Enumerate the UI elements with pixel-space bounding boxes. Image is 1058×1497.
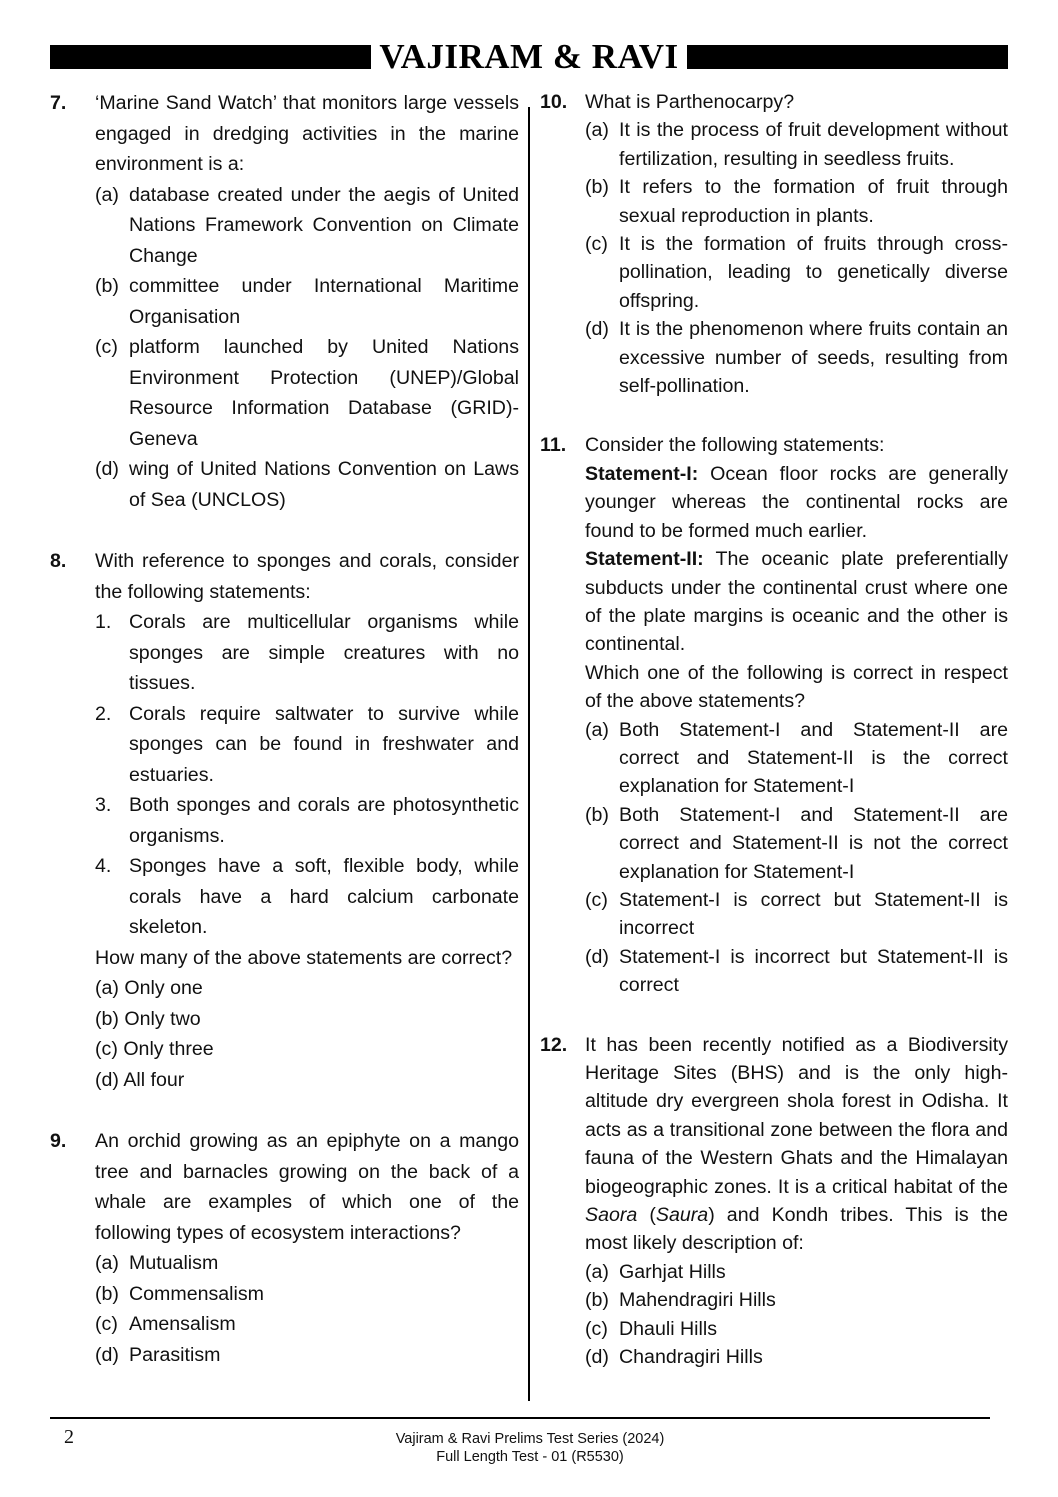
option-text: It refers to the formation of fruit through sexual reproduction in plants. xyxy=(619,176,1008,227)
statement-text: Both sponges and corals are photosynthetic organisms. xyxy=(129,794,519,847)
option-a xyxy=(95,1248,519,1279)
option-label: (b) xyxy=(585,176,609,199)
question-stem: An orchid growing as an epiphyte on a mango tree and barnacles growing on the back of a whale are examples of which one of the following types of ecosystem interactions? xyxy=(95,1130,519,1244)
statement-4 xyxy=(95,851,519,943)
option-text: Both Statement-I and Statement-II are correct and Statement-II is the correct explanation for Statement-I xyxy=(619,718,1008,798)
statement-3 xyxy=(95,790,519,851)
left-column xyxy=(50,88,519,1401)
footer-test-name: Full Length Test - 01 (R5530) xyxy=(436,1449,624,1465)
option-label: (b) xyxy=(95,1007,119,1030)
option-text: Parasitism xyxy=(129,1343,221,1366)
page-header xyxy=(50,37,1008,76)
option-label: (c) xyxy=(95,1038,118,1060)
option-a xyxy=(585,116,1008,173)
statement-text: The oceanic plate preferentially subducts under the continental crust where one of the plate margins is oceanic and the other is continental. xyxy=(585,548,1008,656)
option-label: (c) xyxy=(95,336,118,358)
statement-text: Corals are multicellular organisms while sponges are simple creatures with no tissues. xyxy=(129,611,519,694)
option-a xyxy=(585,716,1008,801)
question-10 xyxy=(540,88,1008,400)
option-text: Both Statement-I and Statement-II are correct and Statement-II is not the correct explanation for Statement-I xyxy=(619,803,1008,883)
option-label: (d) xyxy=(585,318,609,341)
option-a xyxy=(95,973,519,1004)
footer-text xyxy=(250,1430,810,1466)
header-bar-left xyxy=(50,45,371,69)
option-text: database created under the aegis of United Nations Framework Convention on Climate Change xyxy=(129,183,519,267)
option-label: (d) xyxy=(95,1068,119,1091)
option-text: Only one xyxy=(124,977,203,999)
question-8 xyxy=(50,546,519,1095)
option-text: Only two xyxy=(124,1007,201,1030)
statement-1 xyxy=(585,460,1008,545)
statement-label: 1. xyxy=(95,611,112,633)
stem-text: It has been recently notified as a Biodiversity Heritage Sites (BHS) and is the only high-altitude dry evergreen shola forest in Odisha. It acts as a transitional zone between the flora and fauna of the Western Ghats and the Himalayan biogeographic zones. It is a critical habitat of the xyxy=(585,1033,1008,1198)
option-text: Garhjat Hills xyxy=(619,1260,726,1283)
option-label: (b) xyxy=(95,1282,119,1305)
option-b xyxy=(585,173,1008,230)
option-text: It is the phenomenon where fruits contain an excessive number of seeds, resulting from self-pollination. xyxy=(619,318,1008,398)
question-stem: Consider the following statements: xyxy=(585,434,885,457)
option-label: (a) xyxy=(95,1252,119,1274)
option-label: (c) xyxy=(585,233,608,256)
option-label: (b) xyxy=(585,803,609,826)
option-label: (a) xyxy=(95,183,119,206)
option-label: (b) xyxy=(95,275,119,297)
option-text: Statement-I is incorrect but Statement-II is correct xyxy=(619,945,1008,997)
question-prompt: How many of the above statements are correct? xyxy=(95,946,513,969)
option-d xyxy=(95,454,519,515)
question-stem: What is Parthenocarpy? xyxy=(585,91,795,113)
option-text: It is the process of fruit development without fertilization, resulting in seedless fruits. xyxy=(619,119,1008,170)
question-9 xyxy=(50,1126,519,1370)
option-label: (b) xyxy=(585,1289,609,1312)
statement-label: 3. xyxy=(95,794,112,816)
question-number: 12. xyxy=(540,1033,568,1056)
statement-1 xyxy=(95,607,519,699)
option-a xyxy=(585,1258,1008,1286)
statement-label: 4. xyxy=(95,855,112,877)
question-11 xyxy=(540,431,1008,999)
option-d xyxy=(585,1343,1008,1371)
option-text: Commensalism xyxy=(129,1282,265,1305)
option-label: (d) xyxy=(95,458,119,480)
option-c xyxy=(585,886,1008,943)
statement-text: Ocean floor rocks are generally younger whereas the continental rocks are found to be formed much earlier. xyxy=(585,462,1008,542)
option-label: (d) xyxy=(585,945,609,968)
header-title: VAJIRAM & RAVI xyxy=(379,37,679,76)
right-column xyxy=(540,88,1008,1402)
question-number: 8. xyxy=(50,550,67,572)
option-a xyxy=(95,180,519,272)
header-bar-right xyxy=(687,45,1008,69)
question-number: 11. xyxy=(540,434,567,457)
option-c xyxy=(95,1034,519,1065)
option-text: wing of United Nations Convention on Laws of Sea (UNCLOS) xyxy=(129,458,519,511)
statement-label: Statement-II: xyxy=(585,548,704,571)
statement-text: Sponges have a soft, flexible body, while corals have a hard calcium carbonate skeleton. xyxy=(129,855,519,938)
option-text: Chandragiri Hills xyxy=(619,1346,763,1369)
option-c xyxy=(95,332,519,454)
option-text: committee under International Maritime Organisation xyxy=(129,275,519,328)
option-label: (a) xyxy=(95,977,119,999)
question-stem: ‘Marine Sand Watch’ that monitors large vessels engaged in dredging activities in the marine environment is a: xyxy=(95,92,519,175)
question-number: 10. xyxy=(540,91,568,113)
question-stem xyxy=(585,1031,1008,1258)
question-stem: With reference to sponges and corals, consider the following statements: xyxy=(95,550,519,603)
option-label: (a) xyxy=(585,718,609,741)
option-label: (a) xyxy=(585,1260,609,1283)
option-text: Mahendragiri Hills xyxy=(619,1289,776,1312)
option-label: (c) xyxy=(585,888,608,911)
option-b xyxy=(585,1286,1008,1314)
question-number: 9. xyxy=(50,1130,67,1152)
tribe-name: Saora xyxy=(585,1204,638,1227)
question-7 xyxy=(50,88,519,515)
option-b xyxy=(95,1004,519,1035)
footer-series-title: Vajiram & Ravi Prelims Test Series (2024) xyxy=(395,1431,665,1447)
statement-2 xyxy=(585,545,1008,659)
statement-label: Statement-I: xyxy=(585,462,699,485)
option-label: (d) xyxy=(585,1346,609,1369)
option-d xyxy=(585,315,1008,400)
option-c xyxy=(95,1309,519,1340)
statement-label: 2. xyxy=(95,702,112,725)
question-number: 7. xyxy=(50,92,67,114)
column-divider xyxy=(528,107,530,1401)
tribe-name: Saura xyxy=(655,1204,709,1227)
stem-text: ( xyxy=(637,1204,656,1227)
option-text: It is the formation of fruits through cross-pollination, leading to genetically diverse offspring. xyxy=(619,233,1008,312)
option-text: Amensalism xyxy=(129,1313,236,1335)
option-label: (a) xyxy=(585,119,609,142)
option-text: All four xyxy=(123,1068,185,1091)
option-label: (d) xyxy=(95,1343,119,1366)
footer-rule xyxy=(50,1417,990,1419)
option-b xyxy=(95,271,519,332)
option-text: Mutualism xyxy=(129,1252,219,1274)
option-text: platform launched by United Nations Environment Protection (UNEP)/Global Resource Information Database (GRID)-Geneva xyxy=(129,336,519,450)
option-label: (c) xyxy=(585,1317,608,1340)
option-c xyxy=(585,230,1008,315)
page-number: 2 xyxy=(64,1426,74,1448)
question-prompt: Which one of the following is correct in respect of the above statements? xyxy=(585,661,1008,713)
option-d xyxy=(585,943,1008,1000)
option-d xyxy=(95,1340,519,1371)
question-12 xyxy=(540,1031,1008,1372)
option-text: Statement-I is correct but Statement-II is incorrect xyxy=(619,888,1008,940)
option-text: Only three xyxy=(123,1038,214,1060)
option-c xyxy=(585,1315,1008,1343)
option-d xyxy=(95,1065,519,1096)
option-b xyxy=(95,1279,519,1310)
option-b xyxy=(585,801,1008,886)
option-label: (c) xyxy=(95,1313,118,1335)
stem-text: ) and Kondh tribes. This is the most likely description of: xyxy=(585,1204,1008,1255)
option-text: Dhauli Hills xyxy=(619,1317,717,1340)
statement-text: Corals require saltwater to survive while sponges can be found in freshwater and estuaries. xyxy=(129,702,519,786)
statement-2 xyxy=(95,699,519,791)
